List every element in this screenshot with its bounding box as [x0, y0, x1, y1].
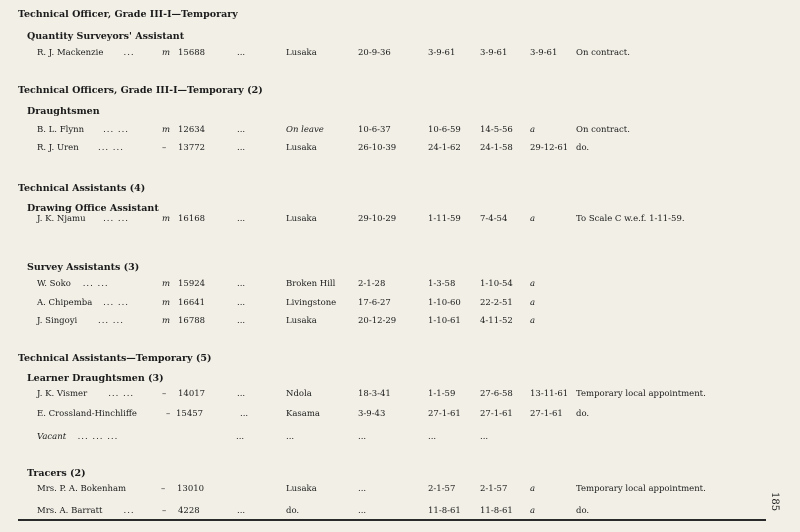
entry-d4: a — [530, 125, 536, 135]
entry-mark: m — [162, 279, 171, 289]
group-subheading: Draughtsmen — [27, 106, 100, 117]
entry-leader-dots: ... ... — [82, 279, 109, 289]
entry-d2: 2-1-57 — [428, 484, 456, 494]
entry-d3: 1-10-54 — [480, 279, 513, 289]
group-subheading: Tracers (2) — [27, 468, 86, 479]
entry-mark: – — [161, 484, 166, 494]
entry-d3: 2-1-57 — [480, 484, 508, 494]
entry-d4: 3-9-61 — [530, 48, 558, 58]
entry-d4: a — [530, 484, 536, 494]
entry-station: Lusaka — [286, 143, 317, 153]
entry-name: Vacant — [37, 432, 67, 442]
entry-station: Livingstone — [286, 298, 337, 308]
entry-leader-dots: ... — [123, 48, 135, 58]
entry-d4: a — [530, 298, 536, 308]
entry-sep: ... — [237, 48, 246, 58]
section-heading: Technical Officer, Grade III-I—Temporary — [18, 9, 238, 20]
entry-d4: a — [530, 316, 536, 326]
entry-d1: ... — [358, 484, 367, 494]
entry-d3: 24-1-58 — [480, 143, 513, 153]
entry-mark: m — [162, 214, 171, 224]
entry-sep: ... — [237, 214, 246, 224]
entry-mark: – — [162, 389, 167, 399]
entry-sep: ... — [237, 389, 246, 399]
entry-d2: 27-1-61 — [428, 409, 461, 419]
entry-name: J. K. Vismer — [37, 389, 88, 399]
entry-d3: 27-1-61 — [480, 409, 513, 419]
entry-name: R. J. Mackenzie — [37, 48, 104, 58]
group-subheading: Survey Assistants (3) — [27, 262, 140, 273]
entry-station: Ndola — [286, 389, 312, 399]
entry-num: 15457 — [176, 409, 204, 419]
entry-mark: – — [162, 506, 167, 516]
page-number: 185 — [769, 492, 780, 512]
entry-remark: On contract. — [576, 48, 630, 58]
section-heading: Technical Officers, Grade III-I—Temporary (2) — [18, 85, 263, 96]
entry-d2: 10-6-59 — [428, 125, 461, 135]
entry-num: 4228 — [178, 506, 200, 516]
entry-mark: – — [166, 409, 171, 419]
entry-mark: m — [162, 316, 171, 326]
entry-mark: m — [162, 125, 171, 135]
entry-d4: a — [530, 214, 536, 224]
entry-remark: do. — [576, 143, 590, 153]
entry-d4: a — [530, 506, 536, 516]
entry-num: 13772 — [178, 143, 206, 153]
entry-name: A. Chipemba — [37, 298, 93, 308]
entry-d1: 26-10-39 — [358, 143, 397, 153]
entry-name: E. Crossland-Hinchliffe — [37, 409, 137, 419]
entry-sep: ... — [237, 143, 246, 153]
entry-name: B. L. Flynn — [37, 125, 85, 135]
entry-d2: 1-11-59 — [428, 214, 461, 224]
entry-d4: a — [530, 279, 536, 289]
entry-num: 14017 — [178, 389, 206, 399]
entry-sep: ... — [237, 298, 246, 308]
entry-remark: do. — [576, 409, 590, 419]
entry-d2: 1-1-59 — [428, 389, 456, 399]
entry-leader-dots: ... ... — [103, 125, 130, 135]
entry-sep: ... — [237, 506, 246, 516]
entry-name: W. Soko — [37, 279, 71, 289]
entry-leader-dots: ... ... — [103, 214, 130, 224]
entry-mark: m — [162, 48, 171, 58]
entry-d1: 10-6-37 — [358, 125, 391, 135]
entry-d1: 29-10-29 — [358, 214, 397, 224]
entry-station: do. — [286, 506, 300, 516]
entry-station: Lusaka — [286, 484, 317, 494]
entry-d1: 17-6-27 — [358, 298, 391, 308]
entry-d3: 3-9-61 — [480, 48, 508, 58]
entry-name: J. K. Njamu — [37, 214, 86, 224]
entry-mark: – — [162, 143, 167, 153]
entry-num: 16168 — [178, 214, 206, 224]
entry-d1: 2-1-28 — [358, 279, 386, 289]
entry-d3: 11-8-61 — [480, 506, 513, 516]
entry-station: On leave — [286, 125, 324, 135]
entry-d1: 18-3-41 — [358, 389, 391, 399]
section-heading: Technical Assistants (4) — [18, 183, 146, 194]
group-subheading: Drawing Office Assistant — [27, 203, 159, 214]
entry-d1: 20-9-36 — [358, 48, 391, 58]
entry-leader-dots: ... ... — [98, 143, 124, 153]
entry-leader-dots: ... ... ... — [77, 432, 119, 442]
entry-d4: 13-11-61 — [530, 389, 569, 399]
entry-sep: ... — [240, 409, 249, 419]
entry-num: 16641 — [178, 298, 206, 308]
entry-name: J. Singoyi — [37, 316, 78, 326]
section-heading: Technical Assistants—Temporary (5) — [18, 353, 212, 364]
entry-station: Lusaka — [286, 316, 317, 326]
entry-leader-dots: ... ... — [98, 316, 124, 326]
group-subheading: Quantity Surveyors' Assistant — [27, 31, 185, 42]
entry-name: Mrs. P. A. Bokenham — [37, 484, 127, 494]
entry-num: 15688 — [178, 48, 206, 58]
entry-station: ... — [286, 432, 295, 442]
entry-leader-dots: ... ... — [103, 298, 130, 308]
entry-num: 13010 — [177, 484, 205, 494]
entry-sep: ... — [236, 432, 245, 442]
entry-remark: Temporary local appointment. — [576, 389, 706, 399]
entry-d2: 1-3-58 — [428, 279, 456, 289]
entry-remark: Temporary local appointment. — [576, 484, 706, 494]
entry-remark: do. — [576, 506, 590, 516]
entry-num: 12634 — [178, 125, 206, 135]
entry-sep: ... — [237, 316, 246, 326]
entry-d3: 4-11-52 — [480, 316, 513, 326]
entry-remark: To Scale C w.e.f. 1-11-59. — [576, 214, 685, 224]
entry-d2: 1-10-61 — [428, 316, 461, 326]
entry-leader-dots: ... — [123, 506, 135, 516]
entry-d2: 11-8-61 — [428, 506, 461, 516]
entry-num: 15924 — [178, 279, 206, 289]
entry-d1: 3-9-43 — [358, 409, 386, 419]
entry-d3: 22-2-51 — [480, 298, 513, 308]
entry-d2: 1-10-60 — [428, 298, 461, 308]
entry-d1: 20-12-29 — [358, 316, 397, 326]
entry-name: R. J. Uren — [37, 143, 79, 153]
entry-mark: m — [162, 298, 171, 308]
entry-sep: ... — [237, 125, 246, 135]
entry-d3: 27-6-58 — [480, 389, 513, 399]
entry-d2: 3-9-61 — [428, 48, 456, 58]
entry-name: Mrs. A. Barratt — [37, 506, 103, 516]
entry-d4: 27-1-61 — [530, 409, 563, 419]
entry-d3: 7-4-54 — [480, 214, 508, 224]
group-subheading: Learner Draughtsmen (3) — [27, 373, 164, 384]
entry-sep: ... — [237, 279, 246, 289]
entry-d3: 14-5-56 — [480, 125, 513, 135]
entry-d2: ... — [428, 432, 437, 442]
entry-d1: ... — [358, 506, 367, 516]
entry-remark: On contract. — [576, 125, 630, 135]
entry-station: Kasama — [286, 409, 320, 419]
entry-station: Lusaka — [286, 48, 317, 58]
entry-d1: ... — [358, 432, 367, 442]
entry-d3: ... — [480, 432, 489, 442]
bottom-rule — [18, 519, 766, 521]
entry-station: Lusaka — [286, 214, 317, 224]
entry-leader-dots: ... ... — [108, 389, 135, 399]
entry-d4: 29-12-61 — [530, 143, 569, 153]
entry-d2: 24-1-62 — [428, 143, 461, 153]
entry-num: 16788 — [178, 316, 206, 326]
entry-station: Broken Hill — [286, 279, 336, 289]
